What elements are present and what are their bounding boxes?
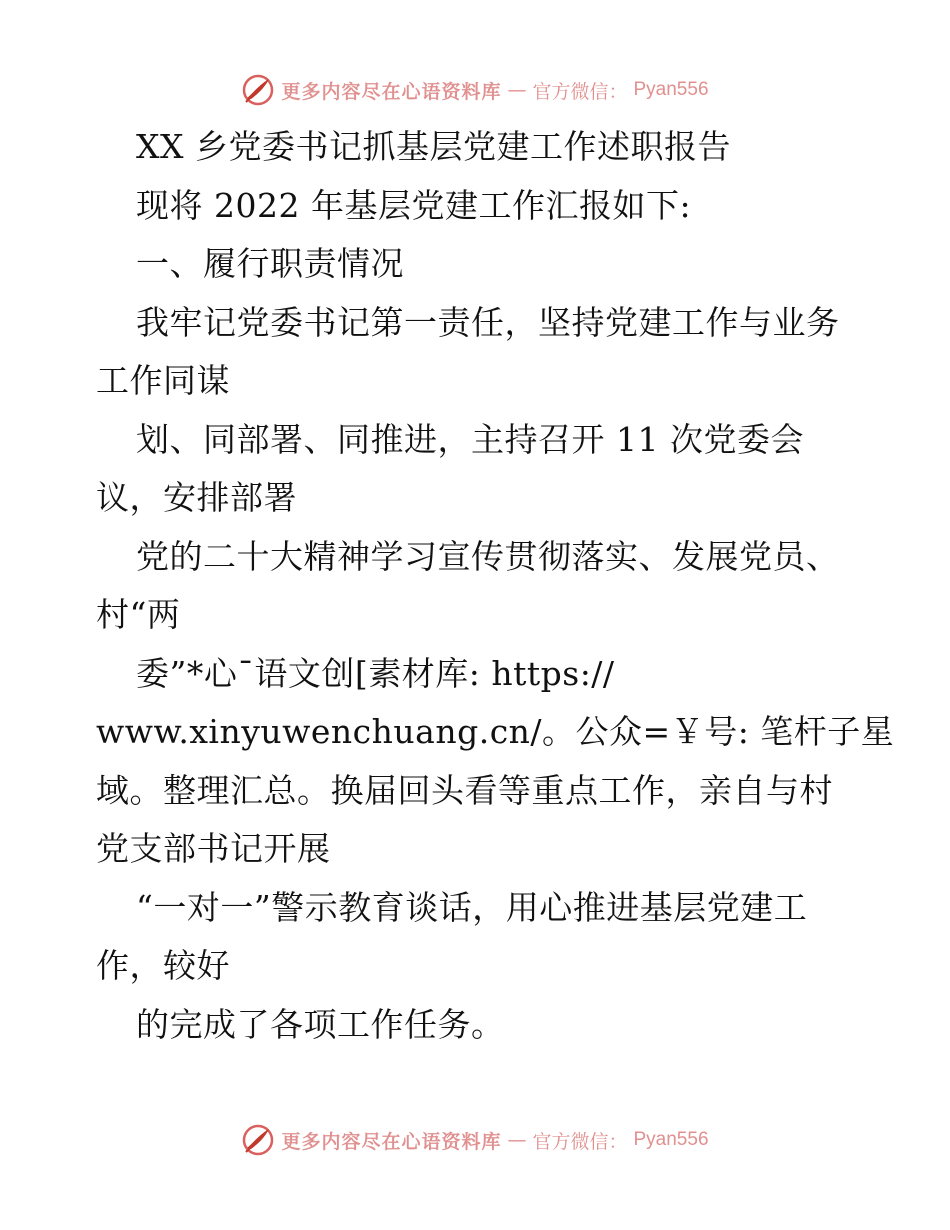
footer-wechat-id: Pyan556 bbox=[633, 1129, 709, 1150]
header-dash: — bbox=[507, 79, 527, 101]
document-line: 作，较好 bbox=[96, 946, 230, 985]
header-wechat-id: Pyan556 bbox=[633, 79, 709, 100]
document-line: 我牢记党委书记第一责任，坚持党建工作与业务 bbox=[136, 302, 840, 342]
document-line: 党支部书记开展 bbox=[96, 829, 331, 868]
document-line: 域。整理汇总。换届回头看等重点工作，亲自与村 bbox=[96, 770, 833, 810]
document-line: 村“两 bbox=[96, 595, 181, 634]
header-wechat-label: 官方微信： bbox=[532, 80, 628, 103]
header-brand-text: 更多内容尽在心语资料库 bbox=[281, 80, 502, 103]
document-line: 委”*心¯语文创[素材库: https:// bbox=[136, 653, 615, 693]
document-line: www.xinyuwenchuang.cn/。公众=￥号: 笔杆子星 bbox=[96, 712, 895, 751]
document-title: XX 乡党委书记抓基层党建工作述职报告 bbox=[136, 127, 731, 166]
document-line: “一对一”警示教育谈话，用心推进基层党建工 bbox=[136, 887, 808, 927]
quill-pen-circle-icon bbox=[241, 1123, 275, 1157]
quill-pen-circle-icon bbox=[241, 73, 275, 107]
document-line: 工作同谋 bbox=[96, 361, 230, 400]
header-banner bbox=[0, 70, 950, 110]
footer-wechat-label: 官方微信： bbox=[532, 1130, 628, 1153]
document-line: 现将 2022 年基层党建工作汇报如下: bbox=[136, 185, 692, 225]
header-banner-content bbox=[241, 73, 708, 107]
document-line: 的完成了各项工作任务。 bbox=[136, 1004, 505, 1044]
footer-banner bbox=[0, 1120, 950, 1160]
footer-banner-content bbox=[241, 1123, 708, 1157]
footer-dash: — bbox=[507, 1129, 527, 1151]
document-line: 议，安排部署 bbox=[96, 478, 297, 517]
document-body bbox=[96, 118, 895, 1054]
section-heading: 一、履行职责情况 bbox=[136, 244, 404, 283]
document-line: 划、同部署、同推进，主持召开 11 次党委会 bbox=[136, 419, 804, 459]
document-line: 党的二十大精神学习宣传贯彻落实、发展党员、 bbox=[136, 536, 840, 576]
footer-brand-text: 更多内容尽在心语资料库 bbox=[281, 1130, 502, 1153]
